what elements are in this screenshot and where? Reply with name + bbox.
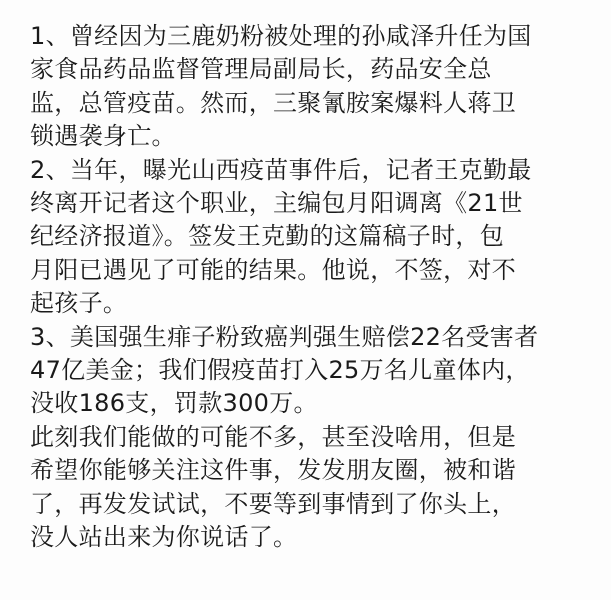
paragraph-4 <box>30 421 595 555</box>
text-line: 希望你能够关注这件事，发发朋友圈，被和谐 <box>30 456 516 485</box>
text-line: 纪经济报道》。签发王克勤的这篇稿子时，包 <box>30 222 504 251</box>
text-line: 了，再发发试试，不要等到事情到了你头上， <box>30 489 516 518</box>
text-line: 没人站出来为你说话了。 <box>30 523 298 552</box>
text-line: 没收186支，罚款300万。 <box>30 389 318 418</box>
text-line: 终离开记者这个职业，主编包月阳调离《21世 <box>30 189 523 218</box>
text-line: 3、美国强生痱子粉致癌判强生赔偿22名受害者 <box>30 322 539 351</box>
text-line: 此刻我们能做的可能不多，甚至没啥用，但是 <box>30 422 516 451</box>
text-line: 1、曾经因为三鹿奶粉被处理的孙咸泽升任为国 <box>30 22 532 50</box>
text-line: 起孩子。 <box>30 289 128 318</box>
text-line: 2、当年，曝光山西疫苗事件后，记者王克勤最 <box>30 155 532 184</box>
paragraph-3 <box>30 321 595 421</box>
paragraph-1 <box>30 20 595 154</box>
text-line: 47亿美金；我们假疫苗打入25万名儿童体内， <box>30 356 530 385</box>
text-line: 月阳已遇见了可能的结果。他说，不签，对不 <box>30 255 516 284</box>
article-text <box>30 20 595 555</box>
paragraph-2 <box>30 154 595 321</box>
text-line: 锁遇袭身亡。 <box>30 122 176 151</box>
text-line: 家食品药品监督管理局副局长，药品安全总 <box>30 55 492 84</box>
text-line: 监，总管疫苗。然而，三聚氰胺案爆料人蒋卫 <box>30 88 516 117</box>
